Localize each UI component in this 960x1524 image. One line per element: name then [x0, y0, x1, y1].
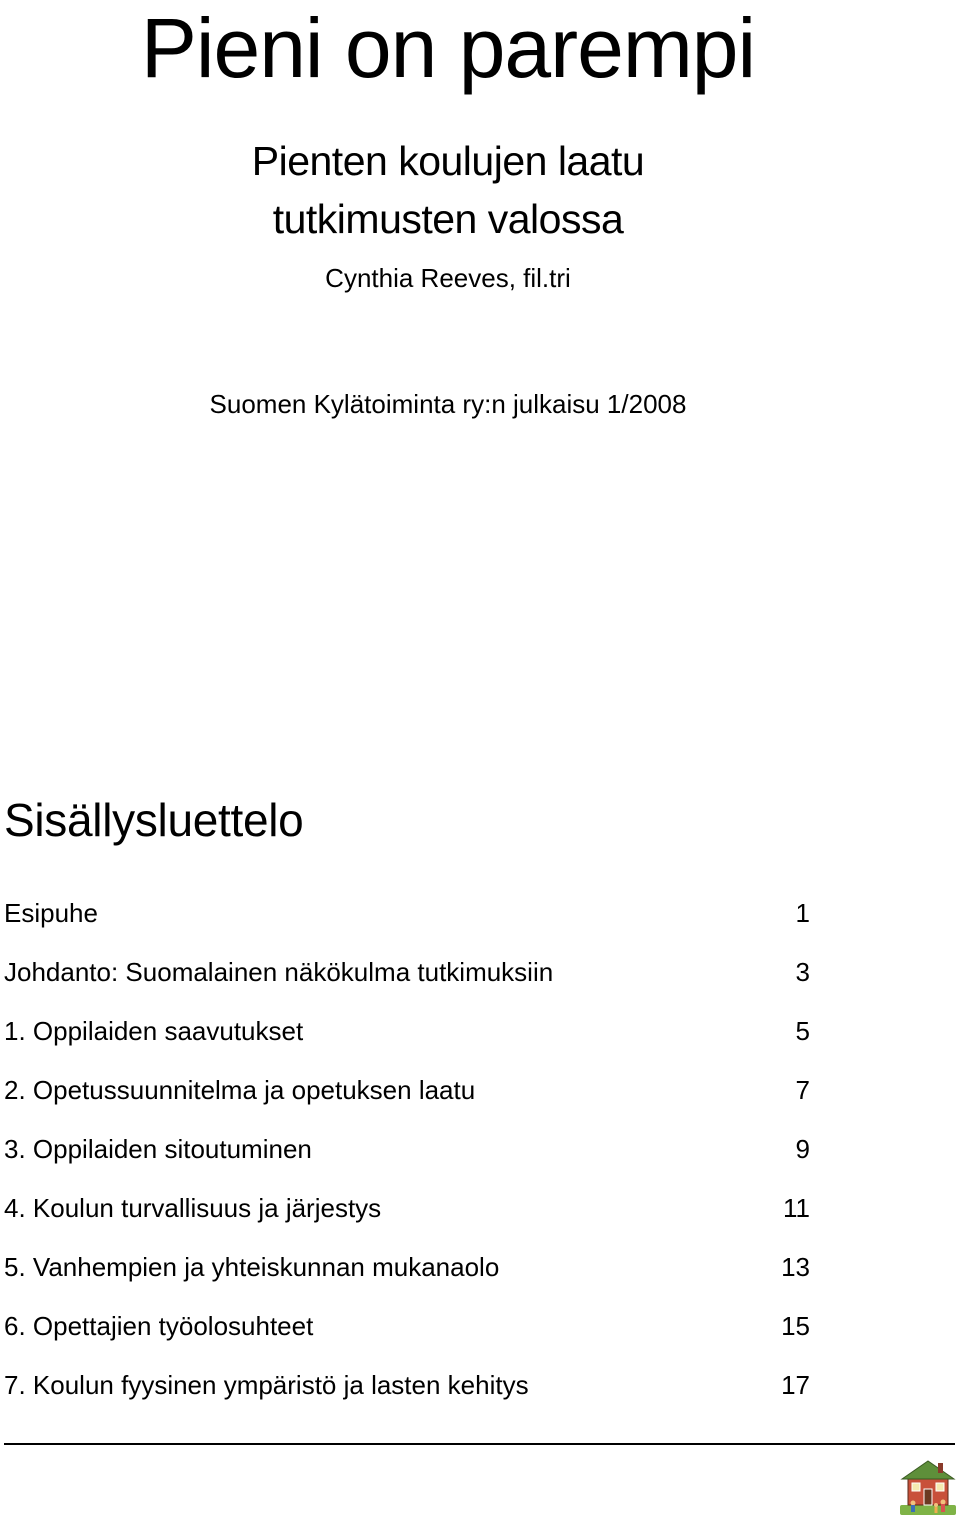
toc-entry-page: 13 [781, 1252, 810, 1282]
toc-entry-label: 2. Opetussuunnitelma ja opetuksen laatu [4, 1075, 476, 1105]
toc-entry-label: 4. Koulun turvallisuus ja järjestys [4, 1193, 382, 1223]
toc-entry-chapter-3[interactable] [4, 1129, 810, 1188]
toc-entry-page: 5 [795, 1016, 810, 1046]
toc-entry-label: Esipuhe [4, 898, 98, 928]
toc-entry-chapter-2[interactable] [4, 1070, 810, 1129]
footer-divider [4, 1443, 955, 1445]
toc-entry-johdanto[interactable] [4, 952, 810, 1011]
toc-entry-label: 6. Opettajien työolosuhteet [4, 1311, 314, 1341]
toc-entry-page: 9 [795, 1134, 810, 1164]
table-of-contents [4, 893, 810, 1424]
document-title: Pieni on parempi [140, 1, 756, 95]
school-house-logo-icon [898, 1455, 958, 1519]
publication-info: Suomen Kylätoiminta ry:n julkaisu 1/2008 [209, 389, 687, 419]
toc-entry-page: 7 [795, 1075, 810, 1105]
toc-heading: Sisällysluettelo [4, 794, 304, 846]
toc-entry-page: 17 [781, 1370, 810, 1400]
toc-entry-page: 11 [783, 1193, 810, 1223]
toc-entry-esipuhe[interactable] [4, 893, 810, 952]
toc-entry-page: 3 [795, 957, 810, 987]
toc-entry-chapter-5[interactable] [4, 1247, 810, 1306]
toc-entry-chapter-4[interactable] [4, 1188, 810, 1247]
subtitle-line-2: tutkimusten valossa [272, 196, 624, 242]
subtitle-line-1: Pienten koulujen laatu [251, 138, 645, 184]
toc-entry-label: 1. Oppilaiden saavutukset [4, 1016, 304, 1046]
toc-entry-page: 1 [795, 898, 810, 928]
toc-entry-chapter-7[interactable] [4, 1365, 810, 1424]
toc-entry-label: Johdanto: Suomalainen näkökulma tutkimuksiin [4, 957, 554, 987]
toc-entry-page: 15 [781, 1311, 810, 1341]
toc-entry-label: 3. Oppilaiden sitoutuminen [4, 1134, 312, 1164]
toc-entry-label: 7. Koulun fyysinen ympäristö ja lasten kehitys [4, 1370, 529, 1400]
author: Cynthia Reeves, fil.tri [325, 263, 571, 293]
toc-entry-label: 5. Vanhempien ja yhteiskunnan mukanaolo [4, 1252, 500, 1282]
toc-entry-chapter-1[interactable] [4, 1011, 810, 1070]
toc-entry-chapter-6[interactable] [4, 1306, 810, 1365]
